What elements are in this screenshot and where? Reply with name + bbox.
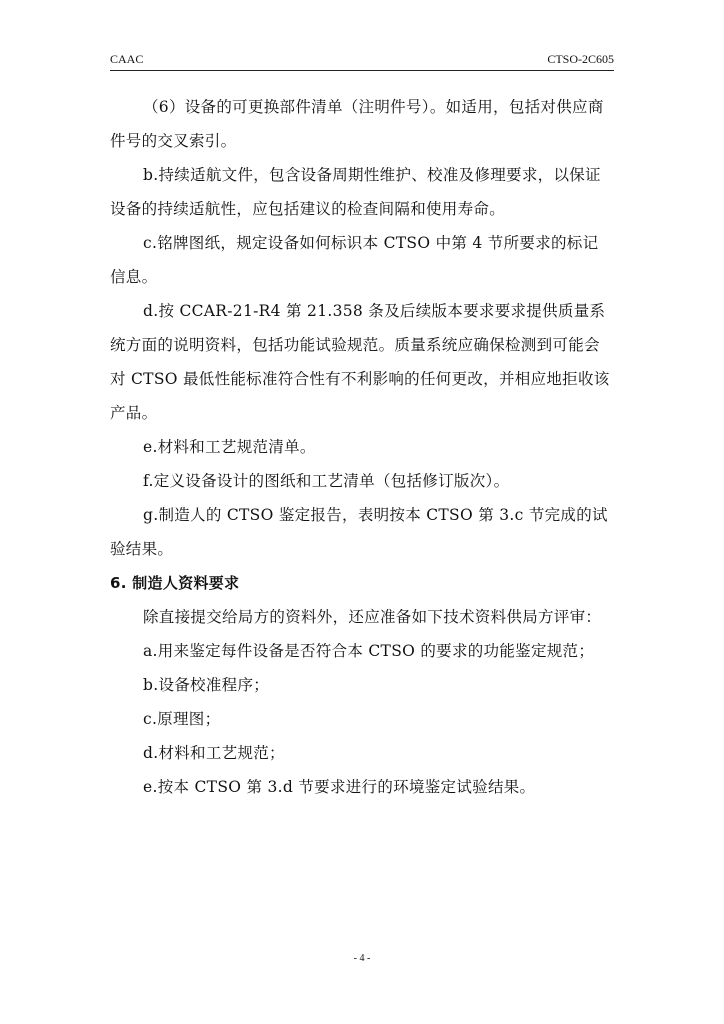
paragraph-replaceable-parts: （6）设备的可更换部件清单（注明件号）。如适用，包括对供应商件号的交叉索引。 xyxy=(110,98,604,150)
paragraph-material-spec: d.材料和工艺规范； xyxy=(143,744,285,762)
header-org: CAAC xyxy=(110,52,144,66)
paragraph-quality-system: d.按 CCAR-21-R4 第 21.358 条及后续版本要求要求提供质量系统方面的说明资料，包括功能试验规范。质量系统应确保检测到可能会对 CTSO 最低性能标准符合性有不利影响的任何更改，并相应地拒收该产品。 xyxy=(110,302,610,422)
paragraph-functional-spec: a.用来鉴定每件设备是否符合本 CTSO 的要求的功能鉴定规范； xyxy=(143,642,595,660)
page-header xyxy=(110,52,614,71)
header-doc-id: CTSO-2C605 xyxy=(547,52,614,66)
paragraph-nameplate-drawing: c.铭牌图纸，规定设备如何标识本 CTSO 中第 4 节所要求的标记信息。 xyxy=(110,234,599,286)
paragraph-environmental-results: e.按本 CTSO 第 3.d 节要求进行的环境鉴定试验结果。 xyxy=(143,778,536,796)
paragraph-qualification-report: g.制造人的 CTSO 鉴定报告，表明按本 CTSO 第 3.c 节完成的试验结果。 xyxy=(110,506,608,558)
paragraph-schematics: c.原理图； xyxy=(143,710,221,728)
document-body xyxy=(110,90,614,804)
section-heading: 6. 制造人资料要求 xyxy=(110,574,240,592)
paragraph-continued-airworthiness: b.持续适航文件，包含设备周期性维护、校准及修理要求，以保证设备的持续适航性，应包括建议的检查间隔和使用寿命。 xyxy=(110,166,601,218)
paragraph-design-drawings: f.定义设备设计的图纸和工艺清单（包括修订版次）。 xyxy=(143,472,510,490)
paragraph-material-spec-list: e.材料和工艺规范清单。 xyxy=(143,438,316,456)
paragraph-data-intro: 除直接提交给局方的资料外，还应准备如下技术资料供局方评审： xyxy=(143,608,602,626)
page-number: - 4 - xyxy=(353,953,371,964)
paragraph-calibration: b.设备校准程序； xyxy=(143,676,270,694)
